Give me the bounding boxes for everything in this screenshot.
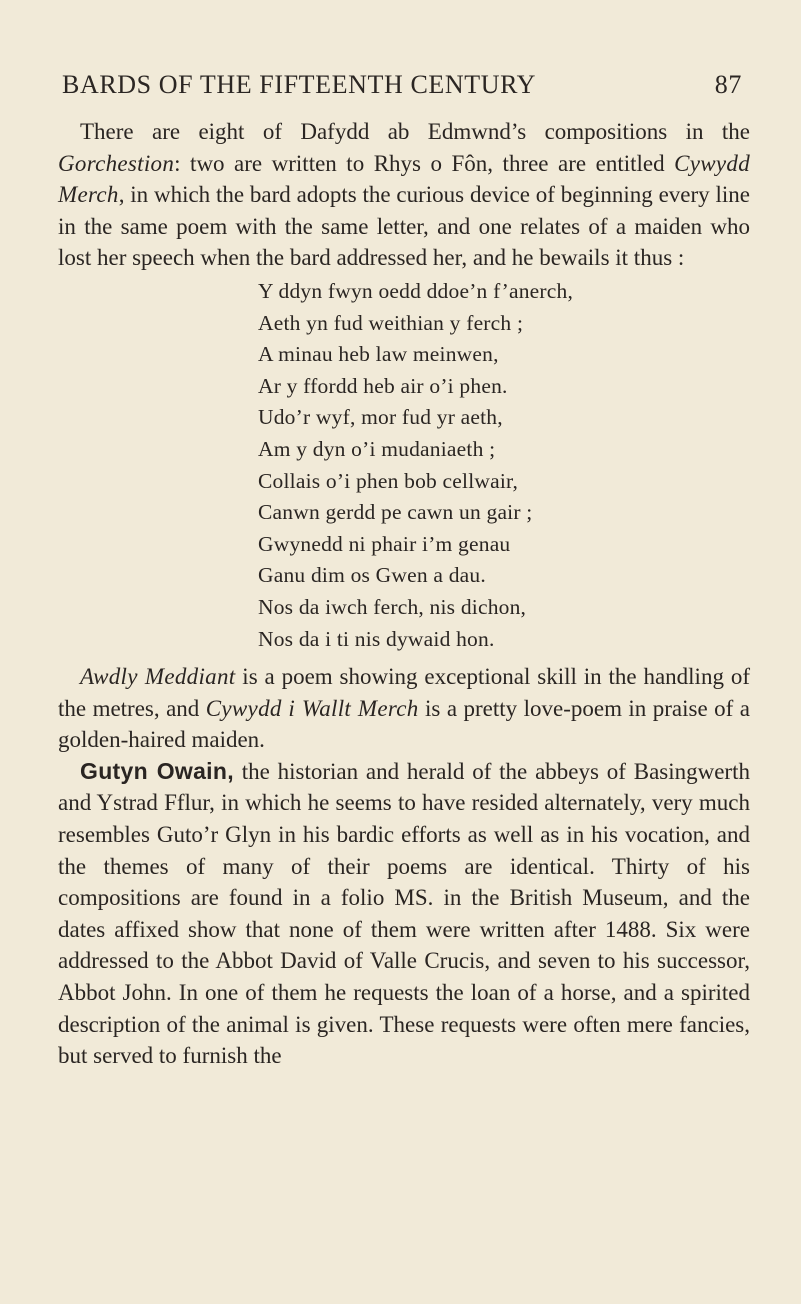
paragraph-text: is a poem showing exceptional skill in the handling of the metres, and	[58, 664, 750, 721]
paragraph-gutyn-owain	[58, 756, 750, 1072]
paragraph-text: There are eight of Dafydd ab Edmwnd’s compositions in the	[80, 119, 750, 144]
paragraph-text: : two are written to Rhys o Fôn, three are entitled	[174, 150, 675, 176]
page-number: 87	[714, 70, 742, 99]
poem-line: Gwynedd ni phair i’m genau	[258, 531, 511, 556]
poem-line: Canwn gerdd pe cawn un gair ;	[258, 500, 533, 525]
paragraph-text: is a pretty love-poem in praise of a golden-haired maiden.	[58, 695, 750, 753]
poem-line: Nos da iwch ferch, nis dichon,	[258, 594, 527, 619]
poem-line: Ar y ffordd heb air o’i phen.	[258, 373, 508, 398]
poem-line: Am y dyn o’i mudaniaeth ;	[258, 436, 496, 461]
poem-line: A minau heb law meinwen,	[258, 342, 499, 367]
work-title-awdly-meddiant: Awdly Meddiant	[80, 664, 236, 690]
body-text	[58, 116, 750, 1072]
paragraph-dafydd	[58, 116, 750, 274]
work-title-gorchestion: Gorchestion	[58, 150, 175, 176]
poem-line: Aeth yn fud weithian y ferch ;	[258, 310, 524, 335]
poem-line: Collais o’i phen bob cellwair,	[258, 468, 519, 493]
paragraph-awdly	[58, 661, 750, 756]
running-head-title: BARDS OF THE FIFTEENTH CENTURY	[62, 70, 537, 99]
running-head	[62, 70, 742, 110]
paragraph-text: , in which the bard adopts the curious device of beginning every line in the same poem with the same letter, and one relates of a maiden who lost her speech when the bard addressed her, and he bewails it thus :	[58, 182, 750, 271]
poem-line: Ganu dim os Gwen a dau.	[258, 563, 486, 588]
poem-quotation	[258, 274, 750, 661]
paragraph-text: the historian and herald of the abbeys of Basingwerth and Ystrad Fflur, in which he seems to have resided alternately, very much resembles Guto’r Glyn in his bardic efforts as well as in his vocation, and the themes of many of their poems are identical. Thirty of his compositions are found in a folio MS. in the British Museum, and the dates affixed show that none of them were written after 1488. Six were addressed to the Abbot David of Valle Crucis, and seven to his successor, Abbot John. In one of them he requests the loan of a horse, and a spirited description of the animal is given. These requests were often mere fancies, but served to furnish the	[58, 758, 750, 1069]
work-title-cywydd-i-wallt-merch: Cywydd i Wallt Merch	[205, 695, 419, 721]
poem-line: Y ddyn fwyn oedd ddoe’n f’anerch,	[258, 278, 574, 303]
poem-line: Udo’r wyf, mor fud yr aeth,	[258, 405, 503, 430]
poem-line: Nos da i ti nis dywaid hon.	[258, 626, 495, 651]
work-title-cywydd-merch: Cywydd Merch	[58, 150, 750, 208]
bard-name-heading: Gutyn Owain,	[80, 757, 234, 784]
